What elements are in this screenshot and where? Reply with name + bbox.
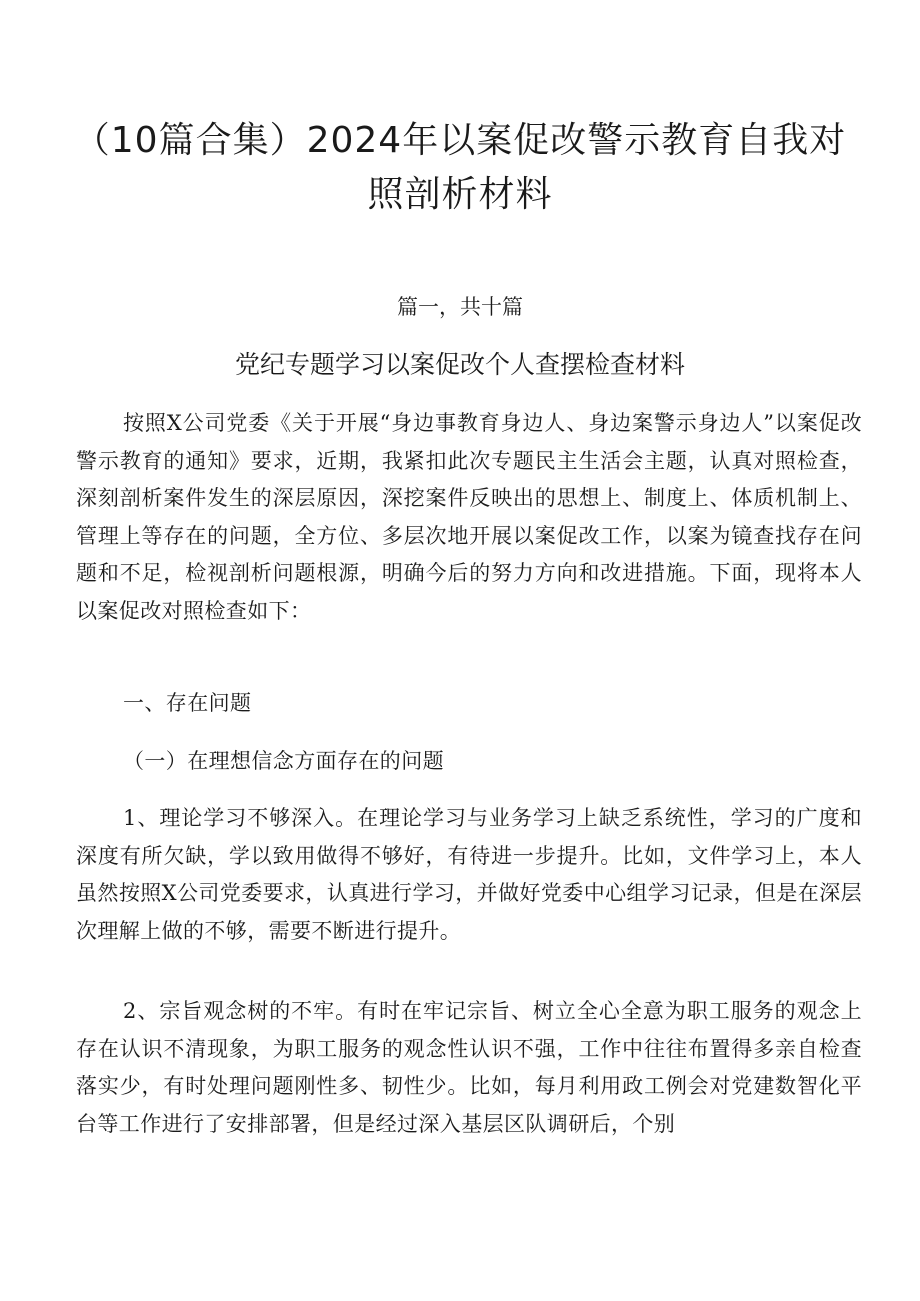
document-title: （10篇合集）2024年以案促改警示教育自我对照剖析材料 bbox=[73, 120, 847, 215]
article-subtitle: 党纪专题学习以案促改个人查摆检查材料 bbox=[234, 350, 685, 379]
heading-ideals-beliefs: （一）在理想信念方面存在的问题 bbox=[123, 749, 444, 773]
intro-paragraph: 按照X公司党委《关于开展“身边事教育身边人、身边案警示身边人”以案促改警示教育的通知》要求，近期，我紧扣此次专题民主生活会主题，认真对照检查，深刻剖析案件发生的深层原因，深挖案件反映出的思想上、制度上、体质机制上、管理上等存在的问题，全方位、多层次地开展以案促改工作，以案为镜查找存在问题和不足，检视剖析问题根源，明确今后的努力方向和改进措施。下面，现将本人以案促改对照检查如下： bbox=[76, 411, 862, 623]
point-2-paragraph: 2、宗旨观念树的不牢。有时在牢记宗旨、树立全心全意为职工服务的观念上存在认识不清现象，为职工服务的观念性认识不强，工作中往往布置得多亲自检查落实少，有时处理问题刚性多、韧性少。比如，每月利用政工例会对党建数智化平台等工作进行了安排部署，但是经过深入基层区队调研后，个别 bbox=[76, 999, 862, 1136]
section-label: 篇一，共十篇 bbox=[397, 295, 523, 319]
heading-existing-problems: 一、存在问题 bbox=[123, 691, 252, 715]
point-1-paragraph: 1、理论学习不够深入。在理论学习与业务学习上缺乏系统性，学习的广度和深度有所欠缺，学以致用做得不够好，有待进一步提升。比如，文件学习上，本人虽然按照X公司党委要求，认真进行学习，并做好党委中心组学习记录，但是在深层次理解上做的不够，需要不断进行提升。 bbox=[76, 806, 862, 943]
